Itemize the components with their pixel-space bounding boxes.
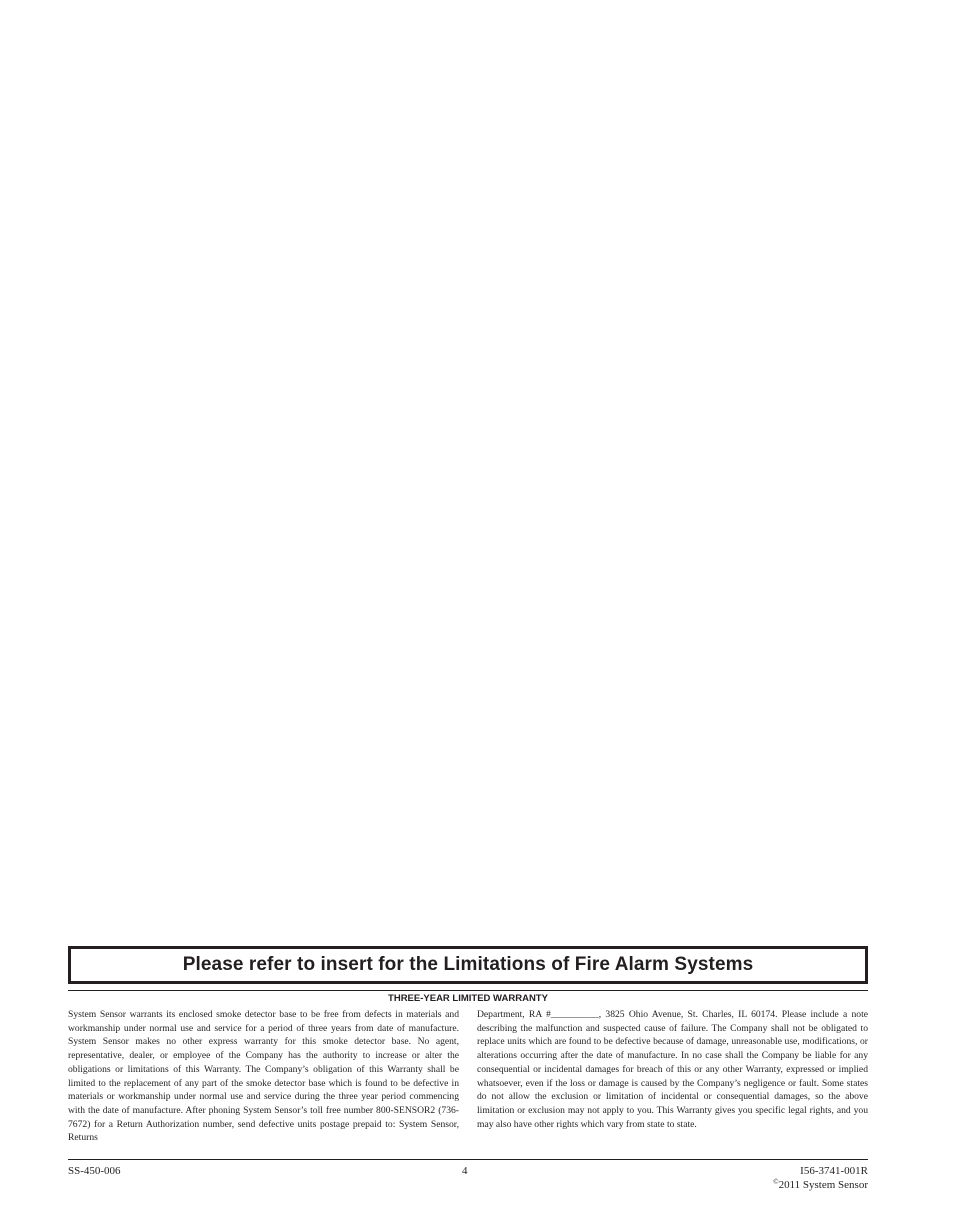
warranty-text-right-column: Department, RA #__________, 3825 Ohio Avenue, St. Charles, IL 60174. Please include a note describing the malfunction and suspected cause of failure. The Company shall not be obligated to replace units which are found to be defective because of damage, unreasonable use, modifications, or alterations occurring after the date of manufacture. In no case shall the Company be liable for any consequential or incidental damages for breach of this or any other Warranty, expressed or implied whatsoever, even if the loss or damage is caused by the Company’s negligence or fault. Some states do not allow the exclusion or limitation of incidental or consequential damages, so the above limitation or exclusion may not apply to you. This Warranty gives you specific legal rights, and you may also have other rights which vary from state to state. (477, 1009, 868, 1130)
page-number: 4 (462, 1165, 468, 1177)
copyright-text: 2011 System Sensor (778, 1179, 868, 1191)
document-number: SS-450-006 (68, 1165, 121, 1177)
footer-right-block (773, 1164, 868, 1192)
copyright-symbol: © (773, 1178, 779, 1186)
warranty-text-left-column: System Sensor warrants its enclosed smoke detector base to be free from defects in materials and workmanship under normal use and service for a period of three years from date of manufacture. System Sensor makes no other express warranty for this smoke detector base. No agent, representative, dealer, or employee of the Company has the authority to increase or alter the obligations or limitations of this Warranty. The Company’s obligation of this Warranty shall be limited to the replacement of any part of the smoke detector base which is found to be defective in materials or workmanship under normal use and service during the three year period commencing with the date of manufacture. After phoning System Sensor’s toll free number 800-SENSOR2 (736-7672) for a Return Authorization number, send defective units postage prepaid to: System Sensor, Returns (68, 1009, 459, 1144)
copyright-line (773, 1178, 868, 1192)
part-number: I56-3741-001R (800, 1165, 868, 1177)
limitations-notice-text: Please refer to insert for the Limitations of Fire Alarm Systems (182, 954, 754, 975)
warranty-heading: THREE-YEAR LIMITED WARRANTY (388, 993, 548, 1004)
warranty-top-rule (68, 990, 868, 991)
limitations-notice-box (68, 946, 868, 984)
footer-rule (68, 1159, 868, 1160)
